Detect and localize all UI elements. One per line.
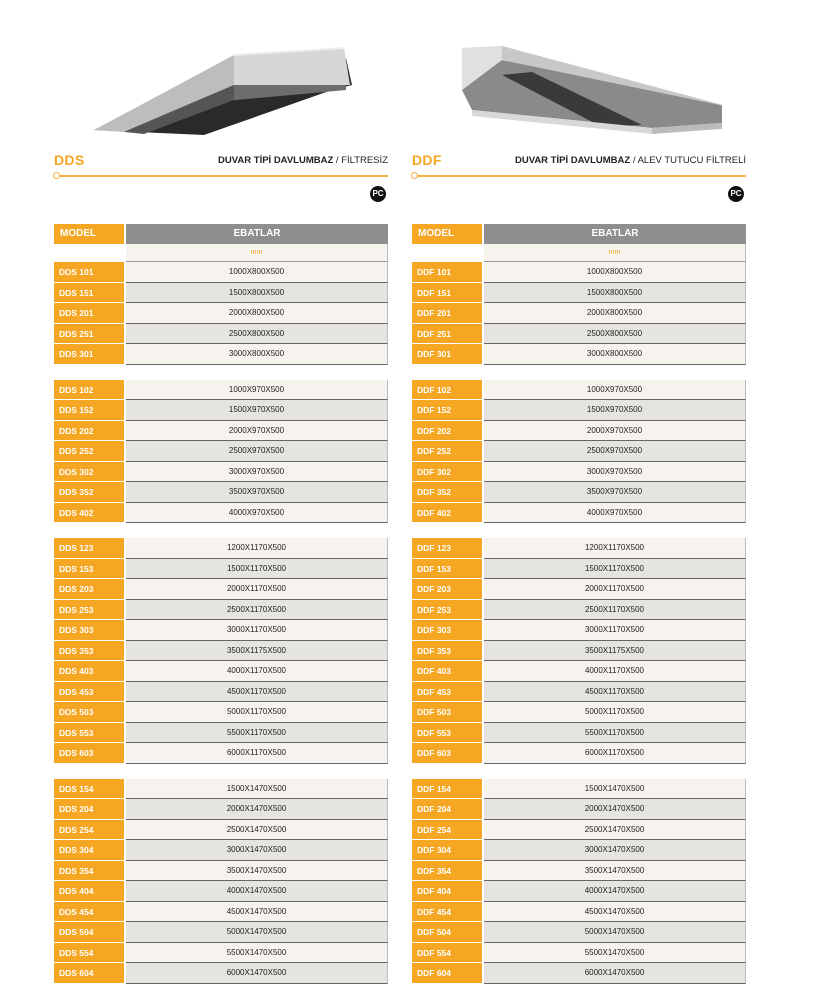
divider-dot <box>411 172 418 179</box>
table-row <box>54 922 388 943</box>
dimension-cell: 2500X970X500 <box>126 441 388 462</box>
dimension-cell: 2000X1170X500 <box>126 579 388 600</box>
model-cell: DDF 154 <box>412 779 482 800</box>
table-header <box>54 224 388 244</box>
dimension-cell: 4000X1170X500 <box>126 661 388 682</box>
series-title: DUVAR TİPİ DAVLUMBAZ / FİLTRESİZ <box>218 155 388 166</box>
dimension-cell: 1500X1470X500 <box>484 779 746 800</box>
dimension-cell: 1000X970X500 <box>484 380 746 401</box>
model-cell: DDF 404 <box>412 881 482 902</box>
dimension-cell: 5000X1470X500 <box>126 922 388 943</box>
dimensions-header: EBATLAR <box>126 224 388 244</box>
hood-image-dds <box>84 30 364 140</box>
dimension-cell: 3000X970X500 <box>126 462 388 483</box>
dimensions-table-dds <box>54 224 388 984</box>
table-row <box>412 462 746 483</box>
dimension-cell: 3000X1470X500 <box>484 840 746 861</box>
series-title: DUVAR TİPİ DAVLUMBAZ / ALEV TUTUCU FİLTRELİ <box>514 155 746 166</box>
model-cell: DDS 504 <box>54 922 124 943</box>
table-row <box>54 723 388 744</box>
group-spacer <box>54 523 388 538</box>
table-row <box>412 579 746 600</box>
unit-row <box>412 244 746 262</box>
model-cell: DDS 403 <box>54 661 124 682</box>
dimension-cell: 2000X970X500 <box>484 421 746 442</box>
table-row <box>412 600 746 621</box>
dimension-cell: 4000X970X500 <box>484 503 746 524</box>
table-row <box>54 421 388 442</box>
dimension-cell: 2500X800X500 <box>126 324 388 345</box>
model-cell: DDF 252 <box>412 441 482 462</box>
model-cell: DDF 503 <box>412 702 482 723</box>
model-cell: DDS 352 <box>54 482 124 503</box>
group-spacer <box>412 365 746 380</box>
model-cell: DDF 302 <box>412 462 482 483</box>
dimension-cell: 4000X970X500 <box>126 503 388 524</box>
model-cell: DDF 101 <box>412 262 482 283</box>
table-row <box>54 579 388 600</box>
table-row <box>412 538 746 559</box>
dimension-cell: 1500X1470X500 <box>126 779 388 800</box>
model-cell: DDF 204 <box>412 799 482 820</box>
model-cell: DDF 303 <box>412 620 482 641</box>
model-cell: DDF 453 <box>412 682 482 703</box>
dimension-cell: 4500X1470X500 <box>484 902 746 923</box>
model-cell: DDS 554 <box>54 943 124 964</box>
unit-label: mm <box>484 244 746 262</box>
table-row <box>412 303 746 324</box>
table-row <box>412 380 746 401</box>
dimension-cell: 4000X1170X500 <box>484 661 746 682</box>
table-row <box>412 723 746 744</box>
table-row <box>54 400 388 421</box>
model-cell: DDS 304 <box>54 840 124 861</box>
model-cell: DDF 504 <box>412 922 482 943</box>
model-cell: DDF 301 <box>412 344 482 365</box>
model-cell: DDS 251 <box>54 324 124 345</box>
table-row <box>54 963 388 984</box>
table-row <box>412 324 746 345</box>
model-cell: DDS 253 <box>54 600 124 621</box>
model-cell: DDF 603 <box>412 743 482 764</box>
table-row <box>412 702 746 723</box>
table-row <box>54 799 388 820</box>
table-row <box>412 559 746 580</box>
dimension-cell: 4000X1470X500 <box>126 881 388 902</box>
model-cell: DDF 254 <box>412 820 482 841</box>
model-cell: DDS 151 <box>54 283 124 304</box>
dimension-cell: 1500X970X500 <box>484 400 746 421</box>
table-row <box>54 344 388 365</box>
table-row <box>54 702 388 723</box>
dimension-cell: 2500X970X500 <box>484 441 746 462</box>
dimension-cell: 3500X1470X500 <box>484 861 746 882</box>
table-row <box>54 303 388 324</box>
dimension-cell: 1500X1170X500 <box>126 559 388 580</box>
model-cell: DDS 123 <box>54 538 124 559</box>
hood-image-ddf <box>442 30 722 140</box>
dimension-cell: 1500X800X500 <box>484 283 746 304</box>
dimension-cell: 3000X1470X500 <box>126 840 388 861</box>
table-row <box>54 262 388 283</box>
model-cell: DDF 454 <box>412 902 482 923</box>
model-cell: DDS 153 <box>54 559 124 580</box>
dimension-cell: 3000X970X500 <box>484 462 746 483</box>
dimension-cell: 3000X800X500 <box>126 344 388 365</box>
table-row <box>412 344 746 365</box>
table-row <box>54 779 388 800</box>
table-row <box>54 820 388 841</box>
model-cell: DDS 553 <box>54 723 124 744</box>
model-cell: DDS 503 <box>54 702 124 723</box>
dimension-cell: 4500X1170X500 <box>484 682 746 703</box>
model-cell: DDS 604 <box>54 963 124 984</box>
group-spacer <box>412 523 746 538</box>
dimension-cell: 4500X1470X500 <box>126 902 388 923</box>
model-cell: DDF 304 <box>412 840 482 861</box>
dimension-cell: 3500X970X500 <box>126 482 388 503</box>
table-row <box>412 482 746 503</box>
dimension-cell: 2500X1170X500 <box>484 600 746 621</box>
model-cell: DDF 354 <box>412 861 482 882</box>
section-header-ddf <box>412 152 746 198</box>
dimension-cell: 2000X970X500 <box>126 421 388 442</box>
table-row <box>412 840 746 861</box>
dimension-cell: 5500X1470X500 <box>484 943 746 964</box>
model-cell: DDS 254 <box>54 820 124 841</box>
dimension-cell: 2500X1470X500 <box>126 820 388 841</box>
model-cell: DDS 202 <box>54 421 124 442</box>
model-cell: DDF 151 <box>412 283 482 304</box>
table-row <box>412 902 746 923</box>
model-cell: DDF 554 <box>412 943 482 964</box>
table-row <box>412 743 746 764</box>
model-cell: DDF 251 <box>412 324 482 345</box>
series-code: DDF <box>412 152 442 168</box>
model-cell: DDF 123 <box>412 538 482 559</box>
table-row <box>54 943 388 964</box>
dimension-cell: 5500X1470X500 <box>126 943 388 964</box>
certification-icon: PC <box>728 186 744 202</box>
table-row <box>54 503 388 524</box>
unit-row <box>54 244 388 262</box>
dimension-cell: 6000X1170X500 <box>484 743 746 764</box>
table-row <box>54 380 388 401</box>
dimension-cell: 1500X800X500 <box>126 283 388 304</box>
divider <box>54 175 388 177</box>
model-cell: DDS 453 <box>54 682 124 703</box>
group-spacer <box>54 764 388 779</box>
dimension-cell: 4000X1470X500 <box>484 881 746 902</box>
model-cell: DDF 352 <box>412 482 482 503</box>
table-row <box>54 559 388 580</box>
dimension-cell: 6000X1470X500 <box>126 963 388 984</box>
dimension-cell: 1000X800X500 <box>126 262 388 283</box>
dimension-cell: 2000X800X500 <box>484 303 746 324</box>
model-cell: DDS 252 <box>54 441 124 462</box>
table-row <box>412 421 746 442</box>
model-cell: DDF 553 <box>412 723 482 744</box>
table-row <box>412 641 746 662</box>
table-row <box>54 600 388 621</box>
group-spacer <box>54 365 388 380</box>
model-cell: DDS 152 <box>54 400 124 421</box>
table-row <box>412 922 746 943</box>
dimension-cell: 1000X970X500 <box>126 380 388 401</box>
model-cell: DDS 404 <box>54 881 124 902</box>
dimension-cell: 3500X1175X500 <box>484 641 746 662</box>
model-cell: DDF 253 <box>412 600 482 621</box>
table-row <box>54 441 388 462</box>
model-cell: DDS 402 <box>54 503 124 524</box>
table-row <box>412 943 746 964</box>
dimension-cell: 2500X1170X500 <box>126 600 388 621</box>
table-header <box>412 224 746 244</box>
dimension-cell: 5000X1170X500 <box>126 702 388 723</box>
dimension-cell: 2000X1470X500 <box>126 799 388 820</box>
table-row <box>412 963 746 984</box>
table-row <box>412 620 746 641</box>
table-row <box>412 503 746 524</box>
table-row <box>412 881 746 902</box>
dimension-cell: 4500X1170X500 <box>126 682 388 703</box>
model-cell: DDS 201 <box>54 303 124 324</box>
dimension-cell: 1500X1170X500 <box>484 559 746 580</box>
unit-label: mm <box>126 244 388 262</box>
table-row <box>54 620 388 641</box>
model-cell: DDF 202 <box>412 421 482 442</box>
model-cell: DDF 403 <box>412 661 482 682</box>
table-row <box>54 743 388 764</box>
model-cell: DDF 402 <box>412 503 482 524</box>
table-row <box>412 441 746 462</box>
dimension-cell: 3000X800X500 <box>484 344 746 365</box>
series-code: DDS <box>54 152 85 168</box>
dimension-cell: 3500X970X500 <box>484 482 746 503</box>
table-row <box>412 799 746 820</box>
dimensions-header: EBATLAR <box>484 224 746 244</box>
dimension-cell: 1200X1170X500 <box>484 538 746 559</box>
model-cell: DDS 204 <box>54 799 124 820</box>
table-row <box>412 861 746 882</box>
table-row <box>54 641 388 662</box>
dimension-cell: 5500X1170X500 <box>484 723 746 744</box>
model-cell: DDF 153 <box>412 559 482 580</box>
dimension-cell: 1000X800X500 <box>484 262 746 283</box>
model-cell: DDF 353 <box>412 641 482 662</box>
model-cell: DDF 201 <box>412 303 482 324</box>
dimension-cell: 6000X1470X500 <box>484 963 746 984</box>
table-row <box>54 902 388 923</box>
dimension-cell: 2000X800X500 <box>126 303 388 324</box>
model-cell: DDS 154 <box>54 779 124 800</box>
group-spacer <box>412 764 746 779</box>
section-header-dds <box>54 152 388 198</box>
model-cell: DDS 102 <box>54 380 124 401</box>
model-cell: DDF 102 <box>412 380 482 401</box>
table-row <box>412 400 746 421</box>
table-row <box>54 283 388 304</box>
dimension-cell: 3000X1170X500 <box>484 620 746 641</box>
table-row <box>54 861 388 882</box>
model-cell: DDF 604 <box>412 963 482 984</box>
dimension-cell: 1200X1170X500 <box>126 538 388 559</box>
table-row <box>54 682 388 703</box>
dimension-cell: 5000X1470X500 <box>484 922 746 943</box>
model-header: MODEL <box>54 224 124 244</box>
model-cell: DDS 302 <box>54 462 124 483</box>
dimension-cell: 3000X1170X500 <box>126 620 388 641</box>
table-row <box>412 682 746 703</box>
table-row <box>54 462 388 483</box>
model-cell: DDS 354 <box>54 861 124 882</box>
certification-icon: PC <box>370 186 386 202</box>
table-row <box>412 661 746 682</box>
model-cell: DDS 301 <box>54 344 124 365</box>
divider <box>412 175 746 177</box>
model-cell: DDF 152 <box>412 400 482 421</box>
dimension-cell: 2500X1470X500 <box>484 820 746 841</box>
dimension-cell: 2500X800X500 <box>484 324 746 345</box>
table-row <box>54 538 388 559</box>
model-cell: DDS 353 <box>54 641 124 662</box>
dimension-cell: 2000X1470X500 <box>484 799 746 820</box>
model-cell: DDF 203 <box>412 579 482 600</box>
table-row <box>412 820 746 841</box>
model-cell: DDS 303 <box>54 620 124 641</box>
table-row <box>54 324 388 345</box>
dimension-cell: 2000X1170X500 <box>484 579 746 600</box>
model-cell: DDS 603 <box>54 743 124 764</box>
dimensions-table-ddf <box>412 224 746 984</box>
dimension-cell: 5000X1170X500 <box>484 702 746 723</box>
table-row <box>54 482 388 503</box>
table-row <box>54 661 388 682</box>
model-header: MODEL <box>412 224 482 244</box>
dimension-cell: 5500X1170X500 <box>126 723 388 744</box>
table-row <box>412 779 746 800</box>
dimension-cell: 1500X970X500 <box>126 400 388 421</box>
model-cell: DDS 454 <box>54 902 124 923</box>
dimension-cell: 6000X1170X500 <box>126 743 388 764</box>
dimension-cell: 3500X1175X500 <box>126 641 388 662</box>
table-row <box>412 262 746 283</box>
model-cell: DDS 203 <box>54 579 124 600</box>
divider-dot <box>53 172 60 179</box>
table-row <box>412 283 746 304</box>
table-row <box>54 881 388 902</box>
model-cell: DDS 101 <box>54 262 124 283</box>
dimension-cell: 3500X1470X500 <box>126 861 388 882</box>
table-row <box>54 840 388 861</box>
